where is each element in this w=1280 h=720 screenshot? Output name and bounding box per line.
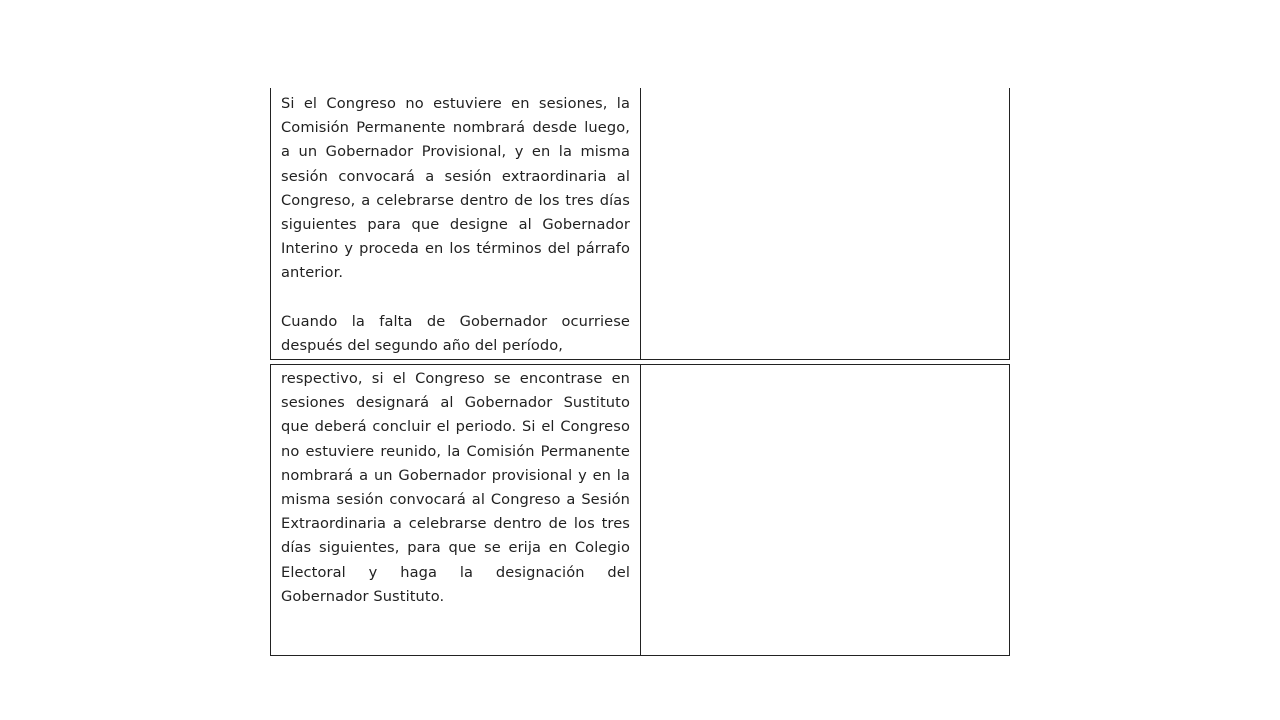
table-cell-left [271,88,641,359]
table-cell-right-empty [641,365,1009,655]
paragraph-absence-after-second-year: Cuando la falta de Gobernador ocurriese después del segundo año del período, [281,312,630,355]
paragraph-spacer [281,286,630,310]
table-fragment-bottom [270,364,1010,656]
paragraph-provisional-governor: Si el Congreso no estuviere en sesiones, la Comisión Permanente nombrará desde luego, a un Gobernador Provisional, y en la misma sesión convocará a sesión extraordinaria al Congreso, a celebrarse dentro de los tres días siguientes para que designe al Gobernador Interino y proceda en los términos del párrafo anterior. [281,95,630,282]
table-fragment-top [270,88,1010,360]
table-cell-right-empty [641,88,1009,359]
table-cell-left [271,365,641,655]
paragraph-substitute-governor: respectivo, si el Congreso se encontrase en sesiones designará al Gobernador Sustituto que deberá concluir el periodo. Si el Congreso no estuviere reunido, la Comisión Permanente nombrará a un Gobernador provisional y en la misma sesión convocará al Congreso a Sesión Extraordinaria a celebrarse dentro de los tres días siguientes, para que se erija en Colegio Electoral y haga la designación del Gobernador Sustituto. [281,370,630,605]
